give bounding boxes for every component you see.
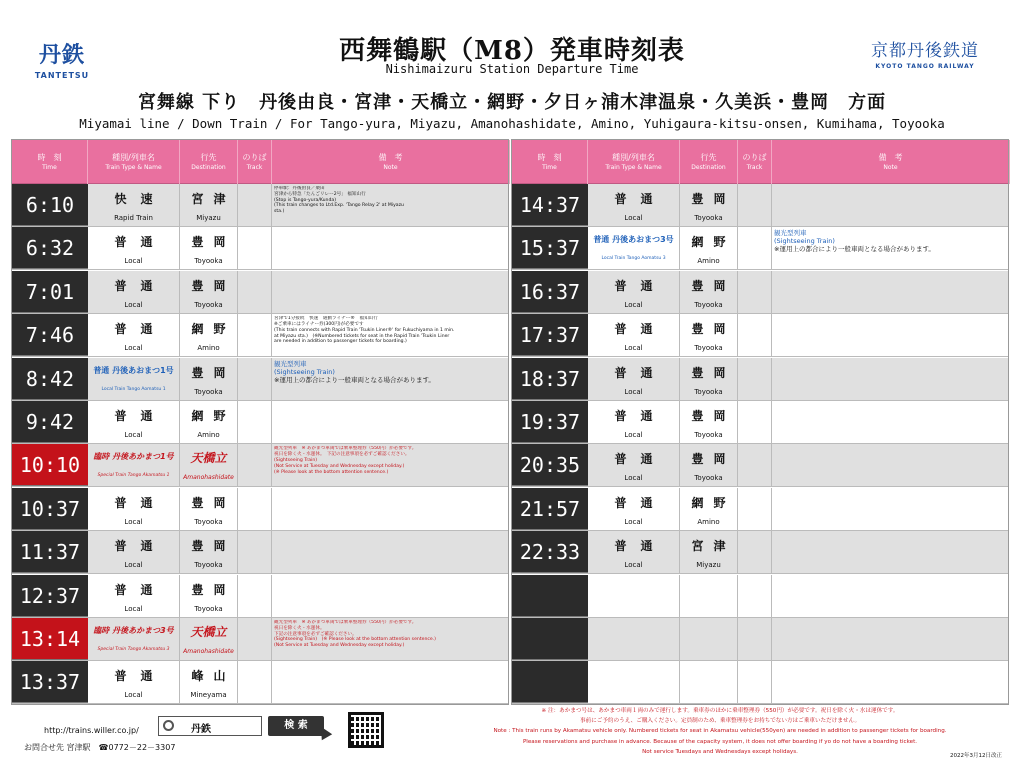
destination-ja: 豊岡	[191, 582, 236, 597]
track-cell	[738, 401, 772, 443]
track-cell	[738, 358, 772, 400]
train-type-ja: 普通	[614, 539, 667, 554]
destination-ja: 豊岡	[691, 192, 736, 206]
track-cell	[238, 227, 272, 269]
train-note	[274, 316, 508, 356]
track-cell	[238, 618, 272, 660]
departure-time: 22:33	[512, 531, 588, 573]
train-type-en: Local	[124, 561, 143, 570]
table-row	[12, 271, 508, 314]
destination-ja: 宮津	[691, 539, 736, 554]
destination	[680, 184, 738, 226]
train-note	[274, 186, 508, 226]
train-type-ja: 快速	[114, 192, 167, 206]
page-title: 西舞鶴駅（M8）発車時刻表	[339, 36, 685, 66]
table-row	[12, 358, 508, 401]
track-cell	[738, 444, 772, 486]
train-type-ja: 臨時 丹後あかまつ1号	[93, 452, 174, 462]
track-cell	[238, 271, 272, 313]
destination-ja: 豊岡	[691, 365, 736, 380]
train-type	[88, 271, 180, 313]
table-header	[512, 140, 1008, 184]
train-type-ja: 普通	[614, 192, 667, 206]
column-header-time	[12, 140, 88, 184]
note-line: ※運用上の都合により一般車両となる場合があります。	[274, 375, 435, 384]
column-header-ja: 備 考	[378, 153, 403, 162]
departure-time: 6:32	[12, 227, 88, 269]
destination-en: Toyooka	[694, 214, 723, 222]
destination-ja: 峰山	[191, 669, 236, 684]
departure-time: 11:37	[12, 531, 88, 573]
departure-time: 8:42	[12, 358, 88, 400]
departure-time	[512, 575, 588, 617]
destination-en: Mineyama	[190, 691, 227, 700]
column-header-en: Destination	[191, 164, 226, 171]
track-cell	[738, 531, 772, 573]
departure-time: 18:37	[512, 358, 588, 400]
departure-time: 17:37	[512, 314, 588, 356]
column-header-en: Time	[542, 164, 557, 171]
train-type	[588, 358, 680, 400]
table-row	[512, 618, 1008, 661]
train-type-ja: 普通	[614, 452, 667, 467]
table-row	[12, 314, 508, 357]
destination	[680, 618, 738, 660]
departure-time: 7:46	[12, 314, 88, 356]
train-type-ja: 普通	[114, 495, 167, 510]
table-row	[512, 227, 1008, 270]
train-type-en: Local	[624, 344, 643, 353]
column-header-dest	[180, 140, 238, 184]
column-header-en: Time	[42, 164, 57, 171]
train-type-ja: 普通	[114, 539, 167, 554]
table-row	[12, 444, 508, 487]
train-type-ja: 普通	[614, 409, 667, 423]
search-text: 丹鉄	[191, 724, 211, 735]
train-type-ja: 普通	[614, 495, 667, 510]
logo-left-sub: TANTETSU	[34, 71, 90, 80]
train-type-ja: 普通	[114, 409, 167, 423]
destination	[180, 444, 238, 486]
table-row	[512, 488, 1008, 531]
column-header-ja: 時 刻	[537, 153, 562, 162]
train-type	[88, 358, 180, 400]
table-row	[512, 184, 1008, 227]
train-type	[588, 661, 680, 703]
destination-ja: 天橋立	[190, 625, 227, 639]
tantetsu-logo	[22, 38, 102, 84]
destination	[180, 358, 238, 400]
note-line: (Sightseeing Train) (※ Please look at the bottom attention sentence.)	[274, 637, 436, 643]
train-note	[274, 360, 508, 400]
train-type-ja: 普通	[614, 278, 667, 293]
destination	[680, 401, 738, 443]
destination-en: Toyooka	[194, 257, 223, 266]
table-row	[12, 661, 508, 704]
destination-ja: 豊岡	[191, 365, 236, 380]
train-type	[588, 488, 680, 530]
track-cell	[738, 575, 772, 617]
destination-en: Toyooka	[194, 561, 223, 570]
train-type	[88, 618, 180, 660]
train-type-ja: 普通 丹後あおまつ3号	[593, 235, 674, 245]
departure-time	[512, 618, 588, 660]
destination	[180, 184, 238, 226]
departure-time: 7:01	[12, 271, 88, 313]
train-type-en: Local	[124, 257, 143, 266]
train-type	[588, 618, 680, 660]
destination-ja: 豊岡	[691, 322, 736, 337]
train-type	[588, 227, 680, 269]
train-type	[588, 184, 680, 226]
footer-notes	[440, 706, 1000, 757]
track-cell	[738, 314, 772, 356]
column-header-ja: 種別/列車名	[612, 153, 655, 162]
column-header-track	[238, 140, 272, 184]
train-type	[88, 184, 180, 226]
destination	[180, 271, 238, 313]
destination-ja: 豊岡	[191, 539, 236, 554]
note-line: ※運用上の都合により一般車両となる場合があります。	[774, 245, 935, 254]
contact-info: お問合せ先 宮津駅 ☎0772－22－3307	[24, 743, 176, 752]
destination	[680, 531, 738, 573]
departure-time: 20:35	[512, 444, 588, 486]
train-type-ja: 普通	[614, 365, 667, 380]
train-type-ja: 普通	[114, 322, 167, 337]
column-header-track	[738, 140, 772, 184]
train-type	[88, 661, 180, 703]
table-row	[12, 575, 508, 618]
table-row	[512, 531, 1008, 574]
destination	[680, 444, 738, 486]
destination-en: Toyooka	[694, 387, 723, 396]
departure-time: 15:37	[512, 227, 588, 269]
destination-en: Amanohashidate	[183, 648, 234, 655]
train-type-en: Rapid Train	[114, 214, 153, 222]
destination-ja: 網野	[191, 322, 236, 337]
destination-en: Amino	[197, 431, 220, 439]
destination-ja: 豊岡	[191, 235, 236, 250]
table-row	[12, 488, 508, 531]
logo-right-sub: KYOTO TANGO RAILWAY	[875, 63, 975, 70]
track-cell	[738, 227, 772, 269]
train-type-ja: 普通	[114, 235, 167, 250]
note-line: (Sightseeing Train)	[774, 237, 835, 246]
train-type	[88, 531, 180, 573]
departure-time: 9:42	[12, 401, 88, 443]
column-header-en: Train Type & Name	[605, 164, 662, 171]
destination-ja: 豊岡	[191, 278, 236, 293]
destination	[180, 531, 238, 573]
table-header	[12, 140, 508, 184]
train-type-en: Local Train Tango Aomatsu 1	[101, 386, 166, 392]
column-header-ja: 時 刻	[37, 153, 62, 162]
table-row	[12, 531, 508, 574]
destination	[680, 358, 738, 400]
destination	[680, 227, 738, 269]
column-header-en: Track	[246, 164, 263, 171]
destination-ja: 豊岡	[691, 278, 736, 293]
column-header-ja: 行先	[200, 153, 217, 162]
table-row	[512, 661, 1008, 704]
departure-time: 10:37	[12, 488, 88, 530]
column-header-time	[512, 140, 588, 184]
qr-code-icon	[348, 712, 384, 748]
column-header-ja: のりば	[242, 153, 267, 162]
destination	[680, 314, 738, 356]
train-type-en: Special Train Tango Akamatsu 1	[97, 473, 170, 479]
track-cell	[238, 488, 272, 530]
destination-en: Amino	[697, 517, 720, 526]
note-line: 観光型列車 ※ あかまつ車両では乗車整理券（550円）が必要です。	[274, 446, 417, 452]
destination-en: Toyooka	[694, 474, 723, 483]
destination	[680, 271, 738, 313]
search-box[interactable]	[158, 716, 262, 736]
departure-time	[512, 661, 588, 703]
train-note	[274, 446, 508, 486]
footer-note: Not service Tuesdays and Wednesdays except holidays.	[642, 748, 798, 755]
destination-ja: 豊岡	[191, 495, 236, 510]
column-header-en: Destination	[691, 164, 726, 171]
train-type-en: Local	[624, 214, 643, 222]
column-header-ja: 種別/列車名	[112, 153, 155, 162]
table-row	[512, 444, 1008, 487]
train-type-en: Special Train Tango Akamatsu 3	[97, 647, 170, 652]
train-type	[88, 227, 180, 269]
destination-en: Toyooka	[194, 387, 223, 396]
destination-en: Toyooka	[694, 344, 723, 353]
destination	[180, 661, 238, 703]
page-subtitle: Nishimaizuru Station Departure Time	[385, 62, 639, 76]
departure-time: 19:37	[512, 401, 588, 443]
kyoto-tango-railway-logo	[850, 36, 1000, 70]
destination-en: Toyooka	[194, 300, 223, 309]
destination-en: Toyooka	[194, 604, 223, 613]
departure-time: 13:37	[12, 661, 88, 703]
train-type	[588, 271, 680, 313]
website-url[interactable]: http://trains.willer.co.jp/	[44, 726, 139, 735]
train-type-en: Local	[624, 300, 643, 309]
column-header-ja: 備 考	[878, 153, 903, 162]
logo-right-mark: 京都丹後鉄道	[871, 41, 979, 61]
table-row	[512, 401, 1008, 444]
footer-note: Please reservations and purchase in advance. Because of the capacity system, it does not offer boarding if yo do not have a boarding ticket.	[522, 738, 918, 745]
destination-ja: 網野	[191, 409, 236, 423]
destination-ja: 天橋立	[190, 451, 227, 466]
train-type	[588, 575, 680, 617]
train-type-en: Local	[124, 517, 143, 526]
destination-ja: 宮津	[191, 192, 236, 206]
train-type-en: Local	[624, 387, 643, 396]
track-cell	[738, 488, 772, 530]
train-type-en: Local	[624, 561, 643, 570]
destination	[680, 575, 738, 617]
departure-time: 16:37	[512, 271, 588, 313]
column-header-ja: のりば	[742, 153, 767, 162]
note-line: ※ご乗車にはライナー券(300円)が必要です	[274, 321, 364, 327]
note-line: (Stop is Tango-yura/Kunda)	[274, 197, 336, 203]
departure-time: 12:37	[12, 575, 88, 617]
footer-note: Note : This train runs by Akamatsu vehicle only. Numbered tickets for seat in Akamatsu vehicle(550yen) are needed in addition to passenger tickets for boarding.	[493, 728, 947, 735]
note-line: (This train changes to Ltd.Exp. 'Tango Relay 2' at Miyazu	[274, 203, 404, 209]
table-row	[12, 618, 508, 661]
destination-en: Amino	[697, 257, 720, 266]
column-header-en: Train Type & Name	[105, 164, 162, 171]
note-line: 停車駅：丹後由良／栗田	[274, 186, 325, 191]
note-line: (This train connects with Rapid Train 'Tsukin Liner®' for Fukuchiyama in 1 min.	[274, 327, 455, 333]
destination	[180, 401, 238, 443]
destination	[180, 488, 238, 530]
column-header-en: Note	[883, 164, 898, 171]
train-type-ja: 普通 丹後あおまつ1号	[93, 365, 174, 375]
train-type	[588, 444, 680, 486]
train-type-en: Local	[124, 691, 143, 700]
note-line: 宮津から特急「たんごリレー2号」 福知山行	[274, 191, 366, 197]
destination	[680, 661, 738, 703]
search-icon	[163, 720, 174, 731]
direction-japanese: 宮舞線 下り 丹後由良・宮津・天橋立・網野・夕日ヶ浦木津温泉・久美浜・豊岡 方面	[137, 92, 887, 113]
train-type-ja: 普通	[614, 322, 667, 337]
note-line: 祝日を除く火・水運休。 下記の注意事項を必ずご確認ください。	[274, 452, 410, 458]
destination-en: Amanohashidate	[183, 474, 234, 482]
departure-time: 10:10	[12, 444, 88, 486]
column-header-type	[88, 140, 180, 184]
destination-en: Miyazu	[696, 561, 721, 570]
revised-date: 2022年3月12日改正	[950, 753, 1002, 759]
departure-time: 21:57	[512, 488, 588, 530]
train-type-ja: 普通	[114, 278, 167, 293]
track-cell	[238, 444, 272, 486]
timetable-right	[511, 139, 1009, 705]
destination	[180, 227, 238, 269]
train-type-en: Local	[124, 604, 143, 613]
destination-en: Miyazu	[196, 214, 221, 222]
note-line: 観光型列車	[274, 359, 307, 368]
column-header-note	[772, 140, 1010, 184]
destination-en: Toyooka	[194, 517, 223, 526]
train-note	[774, 229, 1008, 269]
table-row	[512, 271, 1008, 314]
track-cell	[738, 661, 772, 703]
destination-en: Toyooka	[694, 431, 723, 439]
train-type-en: Local	[124, 300, 143, 309]
note-line: 下記の注意事項を必ずご確認ください。	[274, 631, 357, 637]
destination-en: Toyooka	[694, 300, 723, 309]
train-type	[88, 314, 180, 356]
footer-note: ※ 注：あかまつ号は、あかまつ車両１両のみで運行します。乗車券のほかに乗車整理券（550円）が必要です。祝日を除く火・水は運休です。	[541, 708, 899, 714]
departure-time: 13:14	[12, 618, 88, 660]
train-type-en: Local	[624, 431, 643, 439]
destination	[180, 314, 238, 356]
train-type	[88, 444, 180, 486]
train-type	[588, 531, 680, 573]
train-type-en: Local	[124, 431, 143, 439]
column-header-note	[272, 140, 510, 184]
table-row	[512, 575, 1008, 618]
track-cell	[238, 531, 272, 573]
table-row	[512, 314, 1008, 357]
train-type	[88, 488, 180, 530]
track-cell	[738, 618, 772, 660]
column-header-type	[588, 140, 680, 184]
track-cell	[238, 314, 272, 356]
table-row	[12, 184, 508, 227]
direction-english: Miyamai line / Down Train / For Tango-yura, Miyazu, Amanohashidate, Amino, Yuhigaura-kitsu-onsen, Kumihama, Toyooka	[79, 116, 945, 131]
train-type-en: Local	[624, 474, 643, 483]
note-line: at Miyazu sta.) (※Numbered tickets for seat in the Rapid Train 'Tsukin Liner	[274, 333, 450, 339]
note-line: (Not Service at Tuesday and Wednesday except holiday.)	[274, 643, 405, 649]
note-line: 観光型列車	[774, 229, 807, 238]
train-type-ja: 普通	[114, 582, 167, 597]
note-line: (※ Please look at the bottom attention sentence.)	[274, 469, 389, 475]
train-type	[88, 575, 180, 617]
table-row	[512, 358, 1008, 401]
destination	[180, 618, 238, 660]
column-header-en: Track	[746, 164, 763, 171]
train-note	[274, 620, 508, 660]
track-cell	[238, 661, 272, 703]
note-line: sta.)	[274, 209, 285, 215]
train-type-ja: 普通	[114, 669, 167, 684]
train-type-en: Local	[624, 517, 643, 526]
track-cell	[738, 184, 772, 226]
note-line: 祝日を除く火・水運休。	[274, 625, 325, 631]
track-cell	[238, 358, 272, 400]
destination-ja: 網野	[691, 235, 736, 250]
departure-time: 14:37	[512, 184, 588, 226]
destination-ja: 豊岡	[691, 409, 736, 423]
train-type	[588, 401, 680, 443]
note-line: (Sightseeing Train)	[274, 457, 318, 463]
train-type	[88, 401, 180, 443]
departure-time: 6:10	[12, 184, 88, 226]
note-line: are needed in addition to passenger tickets for boarding.)	[274, 339, 407, 345]
train-type	[588, 314, 680, 356]
track-cell	[238, 575, 272, 617]
table-row	[12, 401, 508, 444]
column-header-dest	[680, 140, 738, 184]
note-line: 宮津で1分接続 快速 通勤ライナー® 福知山行	[274, 316, 378, 322]
note-line: 観光型列車 ※ あかまつ車両では乗車整理券（550円）が必要です。	[274, 620, 417, 625]
table-row	[12, 227, 508, 270]
note-line: (Sightseeing Train)	[274, 367, 335, 376]
note-line: (Not Service at Tuesday and Wednesday except holiday.)	[274, 463, 405, 469]
train-type-ja: 臨時 丹後あかまつ3号	[93, 626, 174, 635]
logo-left-mark: 丹鉄	[38, 43, 85, 68]
column-header-ja: 行先	[700, 153, 717, 162]
destination-ja: 網野	[691, 495, 736, 510]
track-cell	[238, 401, 272, 443]
train-type-en: Local	[124, 344, 143, 353]
destination	[680, 488, 738, 530]
train-type-en: Local Train Tango Aomatsu 3	[601, 256, 666, 262]
track-cell	[738, 271, 772, 313]
column-header-en: Note	[383, 164, 398, 171]
timetable-left	[11, 139, 509, 705]
destination-ja: 豊岡	[691, 452, 736, 467]
destination	[180, 575, 238, 617]
destination-en: Amino	[197, 344, 220, 353]
footer-note: 事前にご予約のうえ、ご購入ください。定員制のため、乗車整理券をお持ちでない方はご乗車いただけません。	[579, 718, 861, 725]
search-button[interactable]: 検 索	[268, 716, 324, 736]
track-cell	[238, 184, 272, 226]
